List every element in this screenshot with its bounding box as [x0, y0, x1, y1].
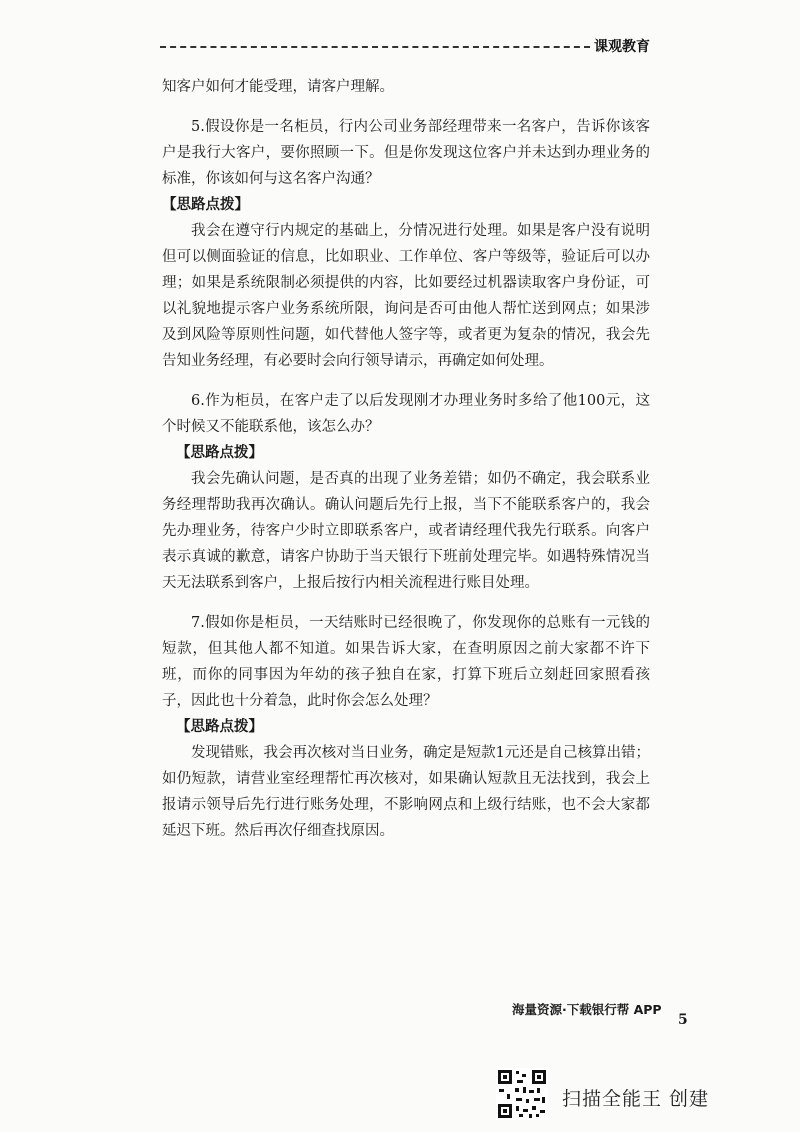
- question-6: 6.作为柜员，在客户走了以后发现刚才办理业务时多给了他100元，这个时候又不能联系他，该怎么办？: [162, 393, 650, 435]
- qr-code-icon: [496, 1068, 548, 1120]
- hint-heading-7: 【思路点拨】: [176, 718, 263, 735]
- answer-7: 发现错账，我会再次核对当日业务，确定是短款1元还是自己核算出错；如仍短款，请营业室经理帮忙再次核对，如果确认短款且无法找到，我会上报请示领导后先行进行账务处理，不影响网点和上级行结账，也不会大家都延迟下班。然后再次仔细查找原因。: [162, 745, 650, 839]
- question-5: 5.假设你是一名柜员，行内公司业务部经理带来一名客户，告诉你该客户是我行大客户，要你照顾一下。但是你发现这位客户并未达到办理业务的标准，你该如何与这名客户沟通？: [162, 119, 650, 187]
- footer-brand: 海量资源·下载银行帮 APP: [512, 1002, 662, 1017]
- question-7: 7.假如你是柜员，一天结账时已经很晚了，你发现你的总账有一元钱的短款，但其他人都不知道。如果告诉大家，在查明原因之前大家都不许下班，而你的同事因为年幼的孩子独自在家，打算下班后立刻赶回家照看孩子，因此也十分着急，此时你会怎么处理？: [162, 615, 650, 709]
- answer-6: 我会先确认问题，是否真的出现了业务差错；如仍不确定，我会联系业务经理帮助我再次确认。确认问题后先行上报，当下不能联系客户的，我会先办理业务，待客户少时立即联系客户，或者请经理代我先行联系。向客户表示真诚的歉意，请客户协助于当天银行下班前处理完毕。如遇特殊情况当天无法联系到客户，上报后按行内相关流程进行账目处理。: [162, 471, 650, 591]
- paragraph-continuation: 知客户如何才能受理，请客户理解。: [162, 79, 394, 95]
- header-brand: 课观教育: [594, 39, 650, 55]
- hint-heading-5: 【思路点拨】: [162, 196, 249, 213]
- header-divider: [160, 46, 590, 48]
- hint-heading-6: 【思路点拨】: [176, 444, 263, 461]
- page-content: [162, 74, 650, 844]
- scanner-watermark: 扫描全能王 创建: [562, 1088, 710, 1110]
- page-number: 5: [678, 1012, 688, 1028]
- answer-5: 我会在遵守行内规定的基础上，分情况进行处理。如果是客户没有说明但可以侧面验证的信息，比如职业、工作单位、客户等级等，验证后可以办理；如果是系统限制必须提供的内容，比如要经过机器读取客户身份证，可以礼貌地提示客户业务系统所限，询问是否可由他人帮忙送到网点；如果涉及到风险等原则性问题，如代替他人签字等，或者更为复杂的情况，我会先告知业务经理，有必要时会向行领导请示，再确定如何处理。: [162, 223, 650, 369]
